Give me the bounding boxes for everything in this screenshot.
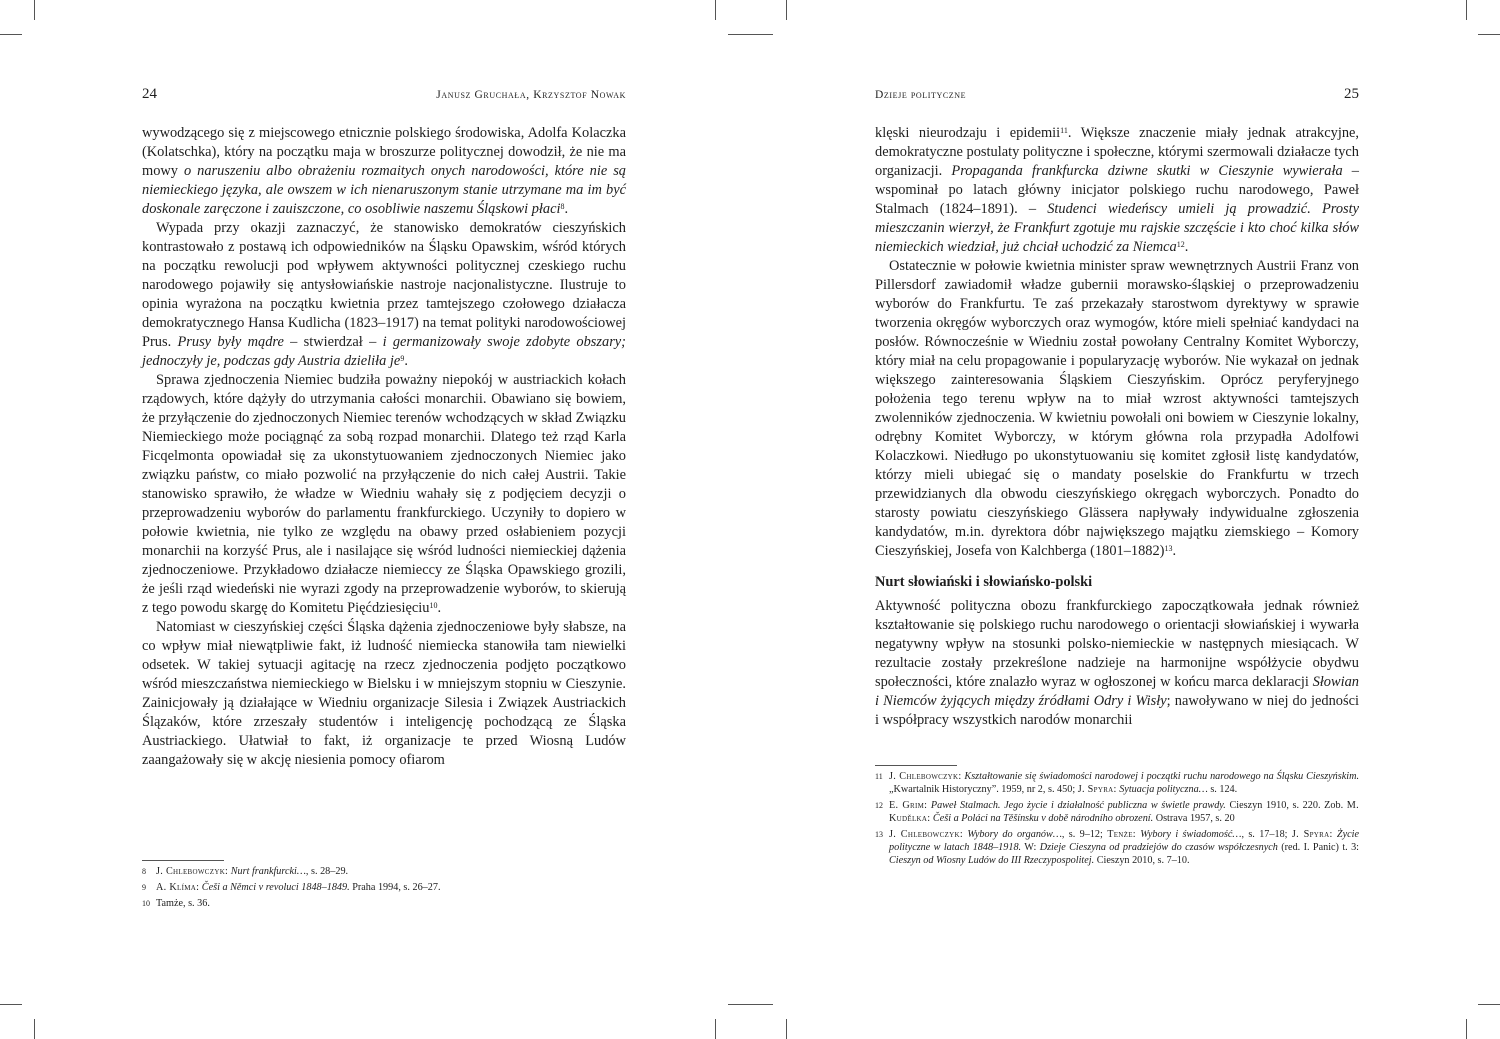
footnote: 10 Tamże, s. 36.	[142, 898, 210, 909]
crop-mark	[34, 1019, 35, 1039]
body-text	[142, 124, 626, 770]
footnote-rule	[142, 860, 224, 861]
paragraph: Ostatecznie w połowie kwietnia minister spraw wewnętrznych Austrii Franz von Pillersdorf zawiadomił władze gubernii morawsko-śląskiej o przeprowadzeniu wyborów do Frankfurtu. Te zaś przekazały starostwom dyrektywy w sprawie tworzenia okręgów wyborczych oraz wymogów, które mieli spełniać kandydaci na posłów. Równocześnie w Wiedniu został powołany Centralny Komitet Wyborczy, który miał na celu propagowanie i popularyzację wyborów. Nie wykazał on jednak większego zainteresowania Śląskiem Cieszyńskim. Oprócz peryferyjnego położenia tego terenu wpływ na to miał wzrost aktywności tamtejszych zwolenników zjednoczenia. W kwietniu powołali oni bowiem w Cieszynie lokalny, odrębny Komitet Wyborczy, w którym główna rola przypadła Adolfowi Kolaczkowi. Niedługo po ukonstytuowaniu się komitet zgłosił listę kandydatów, którzy mieli ubiegać się o mandaty poselskie do Frankfurtu w trzech przewidzianych dla obwodu cieszyńskiego okręgach wyborczych. Ponadto do starosty powiatu cieszyńskiego Glässera napływały indywidualne zgłoszenia kandydatów, m.in. dyrektora dóbr największego majątku ziemskiego – Komory Cieszyńskiej, Josefa von Kalchberga (1801–1882)$^{13}$.	[875, 258, 1359, 559]
crop-mark	[786, 1019, 787, 1039]
footnote-rule	[875, 765, 957, 766]
crop-mark	[34, 0, 35, 20]
footnote-ref: 8	[560, 202, 565, 211]
running-head-authors: Janusz Gruchała, Krzysztof Nowak	[436, 89, 626, 101]
crop-mark	[1466, 0, 1467, 20]
footnote-ref: 12	[1176, 240, 1185, 249]
paragraph: wywodzącego się z miejscowego etnicznie polskiego środowiska, Adolfa Kolaczka (Kolatschka), który na początku maja w broszurze politycznej dowodził, że nie ma mowy o naruszeniu albo obrażeniu rozmaitych onych narodowości, które nie są niemieckiego języka, ale owszem w ich nienaruszonym stanie utrzymane ma im być doskonale zaręczone i zauiszczone, co osobliwie naszemu Śląskowi płaci$^8$.	[142, 125, 626, 217]
footnotes	[875, 765, 1359, 870]
paragraph: Natomiast w cieszyńskiej części Śląska dążenia zjednoczeniowe były słabsze, na co wpływ miał niewątpliwie fakt, iż ludność niemiecka stanowiła tam niewielki odsetek. W takiej sytuacji agitację na rzecz zjednoczenia podjęto początkowo wśród mieszczaństwa niemieckiego w Bielsku i w mniejszym stopniu w Cieszynie. Zainicjowały ją działające w Wiedniu organizacje Silesia i Związek Austriackich Ślązaków, które zrzeszały studentów i inteligencję pochodzącą ze Śląska Austriackiego. Ułatwiał to fakt, iż organizacje te przed Wiosną Ludów zaangażowały się w akcję niesienia pomocy ofiarom	[142, 619, 626, 768]
running-header	[875, 86, 1359, 110]
crop-mark	[715, 0, 716, 20]
crop-mark	[1478, 34, 1500, 35]
paragraph: Wypada przy okazji zaznaczyć, że stanowisko demokratów cieszyńskich kontrastowało z postawą ich odpowiedników na Śląsku Opawskim, wśród których na początku rewolucji pod wpływem aktywności politycznej czeskiego ruchu narodowego pojawiły się antysłowiańskie nastroje nacjonalistyczne. Ilustruje to opinia wyrażona na początku kwietnia przez tamtejszego czołowego działacza demokratycznego Hansa Kudlicha (1823–1917) na temat polityki narodowościowej Prus. Prusy były mądre – stwierdzał – i germanizowały swoje zdobyte obszary; jednoczyły je, podczas gdy Austria dzieliła $je^9$.	[142, 220, 626, 369]
footnote: 12 E. Grim: Paweł Stalmach. Jego życie i działalność publiczna w świetle prawdy. Cieszyn 1910, s. 220. Zob. M. Kudělka: Češi a Poláci na Těšínsku v době národního obrození. Ostrava 1957, s. 20	[875, 800, 1359, 824]
footnote: 13 J. Chlebowczyk: Wybory do organów…, s. 9–12; Tenże: Wybory i świadomość…, s. 17–18; J. Spyra: Życie polityczne w latach 1848–1918. W: Dzieje Cieszyna od pradziejów do czasów współczesnych (red. I. Panic) t. 3: Cieszyn od Wiosny Ludów do III Rzeczypospolitej. Cieszyn 2010, s. 7–10.	[875, 829, 1359, 866]
footnote-ref: 9	[400, 354, 405, 363]
section-heading: Nurt słowiański i słowiańsko-polski	[875, 574, 1093, 590]
footnote-ref: 11	[1060, 126, 1068, 135]
crop-mark	[728, 1004, 773, 1005]
crop-mark	[728, 34, 773, 35]
paragraph: klęski nieurodzaju i epidemii$^{11}$. Większe znaczenie miały jednak atrakcyjne, demokratyczne postulaty polityczne i społeczne, którymi szermowali działacze tych organizacji. Propaganda frankfurcka dziwne skutki w Cieszynie wywierała – wspominał po latach główny inicjator polskiego ruchu narodowego, Paweł Stalmach (1824–1891). – Studenci wiedeńscy umieli ją prowadzić. Prosty mieszczanin wierzył, że Frankfurt zgotuje mu rajskie szczęście i kto choć kilka słów niemieckich wiedział, już chciał uchodzić za Niemca$^{12}$.	[875, 125, 1360, 255]
left-page	[142, 86, 626, 770]
paragraph: Aktywność polityczna obozu frankfurckiego zapoczątkowała jednak również kształtowanie się polskiego ruchu narodowego o orientacji słowiańskiej i wywarła negatywny wpływ na stosunki polsko-niemieckie w następnych miesiącach. W rezultacie zostały przekreślone nadzieje na harmonijne współżycie obydwu społeczności, które znalazło wyraz w ogłoszonej w końcu marca deklaracji Słowian i Niemców żyjących między źródłami Odry i Wisły; nawoływano w niej do jedności i współpracy wszystkich narodów monarchii	[875, 598, 1359, 728]
body-text	[875, 124, 1359, 730]
running-header	[142, 86, 626, 110]
crop-mark	[0, 34, 22, 35]
crop-mark	[1478, 1004, 1500, 1005]
crop-mark	[1466, 1019, 1467, 1039]
running-head-chapter: Dzieje polityczne	[875, 89, 967, 101]
page-number: 24	[142, 86, 157, 102]
crop-mark	[786, 0, 787, 20]
crop-mark	[0, 1004, 22, 1005]
footnotes	[142, 860, 626, 913]
paragraph: Sprawa zjednoczenia Niemiec budziła poważny niepokój w austriackich kołach rządowych, które dążyły do utrzymania całości monarchii. Obawiano się bowiem, że przyłączenie do zjednoczonych Niemiec terenów wchodzących w skład Związku Niemieckiego może pociągnąć za sobą rozpad monarchii. Dlatego też rząd Karla Ficqelmonta opowiadał się za ukonstytuowaniem zjednoczonych Niemiec jako związku państw, co miało pozwolić na przyłączenie do nich całej Austrii. Takie stanowisko sprawiło, że władze w Wiedniu wahały się z podjęciem decyzji o przeprowadzeniu wyborów do parlamentu frankfurckiego. Uczyniły to dopiero w połowie kwietnia, nie tylko ze względu na obawy przed osłabieniem pozycji monarchii na korzyść Prus, ale i nasilające się wśród ludności niemieckiej dążenia zjednoczeniowe. Przykładowo działacze niemieccy ze Śląska Opawskiego grozili, że jeśli rząd wiedeński nie wyrazi zgody na przeprowadzenie wyborów, to skierują z tego powodu skargę do Komitetu Pięćdziesięciu$^{10}$.	[142, 372, 626, 616]
footnote-ref: 10	[429, 601, 438, 610]
footnote: 9 A. Klíma: Češi a Němci v revoluci 1848–1849. Praha 1994, s. 26–27.	[142, 882, 441, 893]
right-page	[875, 86, 1359, 730]
page-number: 25	[1344, 86, 1359, 102]
footnote: 8 J. Chlebowczyk: Nurt frankfurcki…, s. 28–29.	[142, 866, 349, 877]
footnote: 11 J. Chlebowczyk: Kształtowanie się świadomości narodowej i początki ruchu narodowego na Śląsku Cieszyńskim. „Kwartalnik Historyczny”. 1959, nr 2, s. 450; J. Spyra: Sytuacja polityczna… s. 124.	[875, 771, 1359, 795]
crop-mark	[715, 1019, 716, 1039]
footnote-ref: 13	[1164, 544, 1173, 553]
